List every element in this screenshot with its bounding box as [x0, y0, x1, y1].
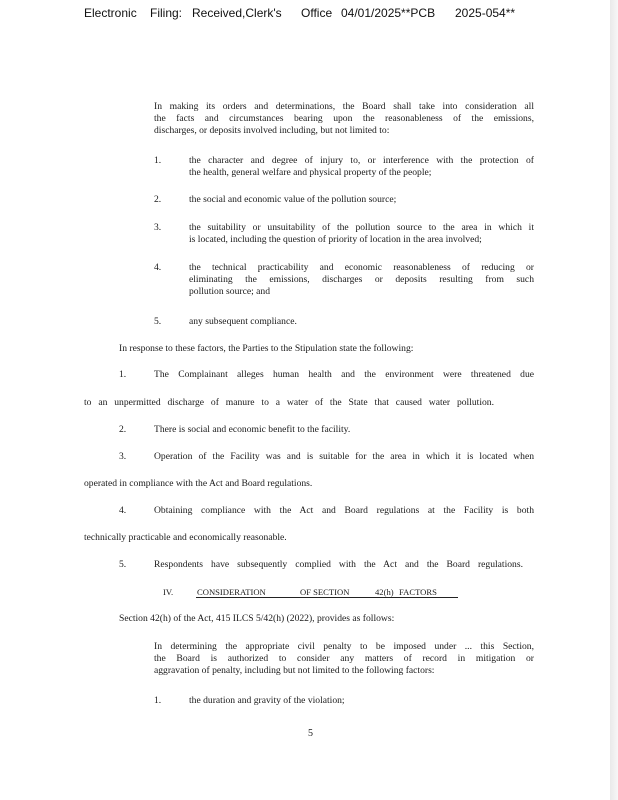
- factor-item: [189, 155, 534, 179]
- heading-section-number: 42(h): [375, 587, 394, 597]
- factor-line: is located, including the question of priority of location in the area involved;: [189, 234, 482, 245]
- header-electronic: Electronic: [84, 6, 137, 20]
- quote-2-line: aggravation of penalty, including but not limited to the following factors:: [154, 665, 435, 676]
- response-first-line: Operation of the Facility was and is suitable for the area in which it is located when: [154, 451, 534, 462]
- factor-line: the suitability or unsuitability of the pollution source to the area in which it: [189, 222, 534, 233]
- response-first-line: Obtaining compliance with the Act and Board regulations at the Facility is both: [154, 505, 534, 516]
- heading-roman: IV.: [163, 587, 174, 597]
- factor-number: 3.: [154, 222, 162, 233]
- quote-1-line: discharges, or deposits involved including, but not limited to:: [154, 125, 390, 136]
- factor-item: [189, 316, 534, 328]
- quote-2-line: In determining the appropriate civil penalty to be imposed under ... this Section,: [154, 641, 534, 652]
- response-first-line: Respondents have subsequently complied with the Act and the Board regulations.: [154, 559, 523, 570]
- heading-underline: [196, 597, 458, 598]
- heading-of-section: OF SECTION: [300, 587, 350, 597]
- response-number: 2.: [119, 424, 127, 435]
- penalty-factor-number: 1.: [154, 695, 162, 706]
- section-intro: Section 42(h) of the Act, 415 ILCS 5/42(h) (2022), provides as follows:: [119, 613, 395, 624]
- factor-item: [189, 194, 534, 206]
- factor-item: [189, 222, 534, 246]
- response-number: 4.: [119, 505, 127, 516]
- header-office: Office: [301, 6, 333, 20]
- quote-block-1: [154, 101, 534, 137]
- factor-item: [189, 262, 534, 298]
- response-continuation: to an unpermitted discharge of manure to a water of the State that caused water pollution.: [84, 397, 494, 408]
- factor-line: the character and degree of injury to, or interference with the protection of: [189, 155, 534, 166]
- quote-2-line: the Board is authorized to consider any matters of record in mitigation or: [154, 653, 534, 664]
- quote-1-line: the facts and circumstances bearing upon the reasonableness of the emissions,: [154, 113, 534, 124]
- quote-block-2: [154, 641, 534, 677]
- penalty-factor-text: the duration and gravity of the violation;: [189, 695, 345, 706]
- header-filing: Filing:: [150, 6, 183, 20]
- factor-line: pollution source; and: [189, 286, 270, 297]
- response-number: 1.: [119, 369, 127, 380]
- response-number: 3.: [119, 451, 127, 462]
- factor-number: 4.: [154, 262, 162, 273]
- factor-line: the health, general welfare and physical property of the people;: [189, 167, 432, 178]
- page-number: 5: [308, 728, 313, 739]
- factor-number: 1.: [154, 155, 162, 166]
- response-number: 5.: [119, 559, 127, 570]
- header-received: Received,Clerk's: [192, 6, 282, 20]
- header-case-number: 2025-054**: [455, 6, 516, 20]
- header-date-pcb: 04/01/2025**PCB: [341, 6, 436, 20]
- response-first-line: There is social and economic benefit to the facility.: [154, 424, 351, 435]
- heading-consideration: CONSIDERATION: [197, 587, 266, 597]
- heading-factors: FACTORS: [399, 587, 437, 597]
- response-continuation: operated in compliance with the Act and Board regulations.: [84, 478, 313, 489]
- response-continuation: technically practicable and economically reasonable.: [84, 532, 287, 543]
- factor-line: any subsequent compliance.: [189, 316, 297, 327]
- factor-number: 2.: [154, 194, 162, 205]
- factor-number: 5.: [154, 316, 162, 327]
- quote-1-line: In making its orders and determinations, the Board shall take into consideration all: [154, 101, 534, 112]
- factor-line: the technical practicability and economic reasonableness of reducing or: [189, 262, 534, 273]
- page-edge: [610, 0, 618, 800]
- response-intro: In response to these factors, the Parties to the Stipulation state the following:: [119, 343, 414, 354]
- factor-line: the social and economic value of the pollution source;: [189, 194, 397, 205]
- response-first-line: The Complainant alleges human health and the environment were threatened due: [154, 369, 534, 380]
- factor-line: eliminating the emissions, discharges or deposits resulting from such: [189, 274, 534, 285]
